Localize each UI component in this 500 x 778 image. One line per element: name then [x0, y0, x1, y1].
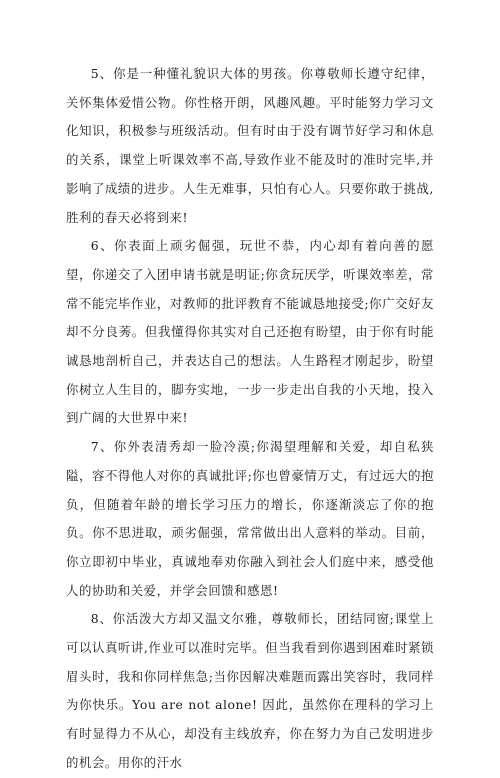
comment-paragraph-8: 8、你活泼大方却又温文尔雅，尊敬师长，团结同窗;课堂上可以认真听讲,作业可以准时完毕。但当我看到你遇到困难时紧锁眉头时，我和你同样焦急;当你因解决难题而露出笑容时，我同样为你快乐。You are not alone! 因此，虽然你在理科的学习上有时显得力不从心，却没有主线放弃，你在努力为自己发明进步的机会。用你的汗水 [66, 611, 434, 770]
document-body [66, 60, 434, 778]
comment-paragraph-6: 6、你表面上顽劣倔强，玩世不恭，内心却有着向善的愿望，你递交了入团申请书就是明证;你贪玩厌学，听课效率差，常常不能完毕作业，对教师的批评教育不能诚恳地接受;你广交好友却不分良莠。但我懂得你其实对自己还抱有盼望，由于你有时能诚恳地剖析自己，并表达自己的想法。人生路程才刚起步，盼望你树立人生目的，脚夯实地，一步一步走出自我的小天地，投入到广阔的大世界中来! [66, 238, 434, 426]
comment-paragraph-5: 5、你是一种懂礼貌识大体的男孩。你尊敬师长遵守纪律，关怀集体爱惜公物。你性格开朗，风趣风趣。平时能努力学习文化知识，积极参与班级活动。但有时由于没有调节好学习和休息的关系，课堂上听课效率不高,导致作业不能及时的准时完毕,并影响了成绩的进步。人生无难事，只怕有心人。只要你敢于挑战,胜利的春天必将到来! [66, 66, 434, 225]
comment-paragraph-7: 7、你外表清秀却一脸冷漠;你渴望理解和关爱，却自私狭隘，容不得他人对你的真诚批评;你也曾豪情万丈，有过远大的抱负，但随着年龄的增长学习压力的增长，你逐渐淡忘了你的抱负。你不思进取，顽劣倔强，常常做出出人意料的举动。目前，你立即初中毕业，真诚地奉劝你融入到社会人们庭中来，感受他人的协助和关爱，并学会回馈和感恩! [66, 439, 434, 598]
